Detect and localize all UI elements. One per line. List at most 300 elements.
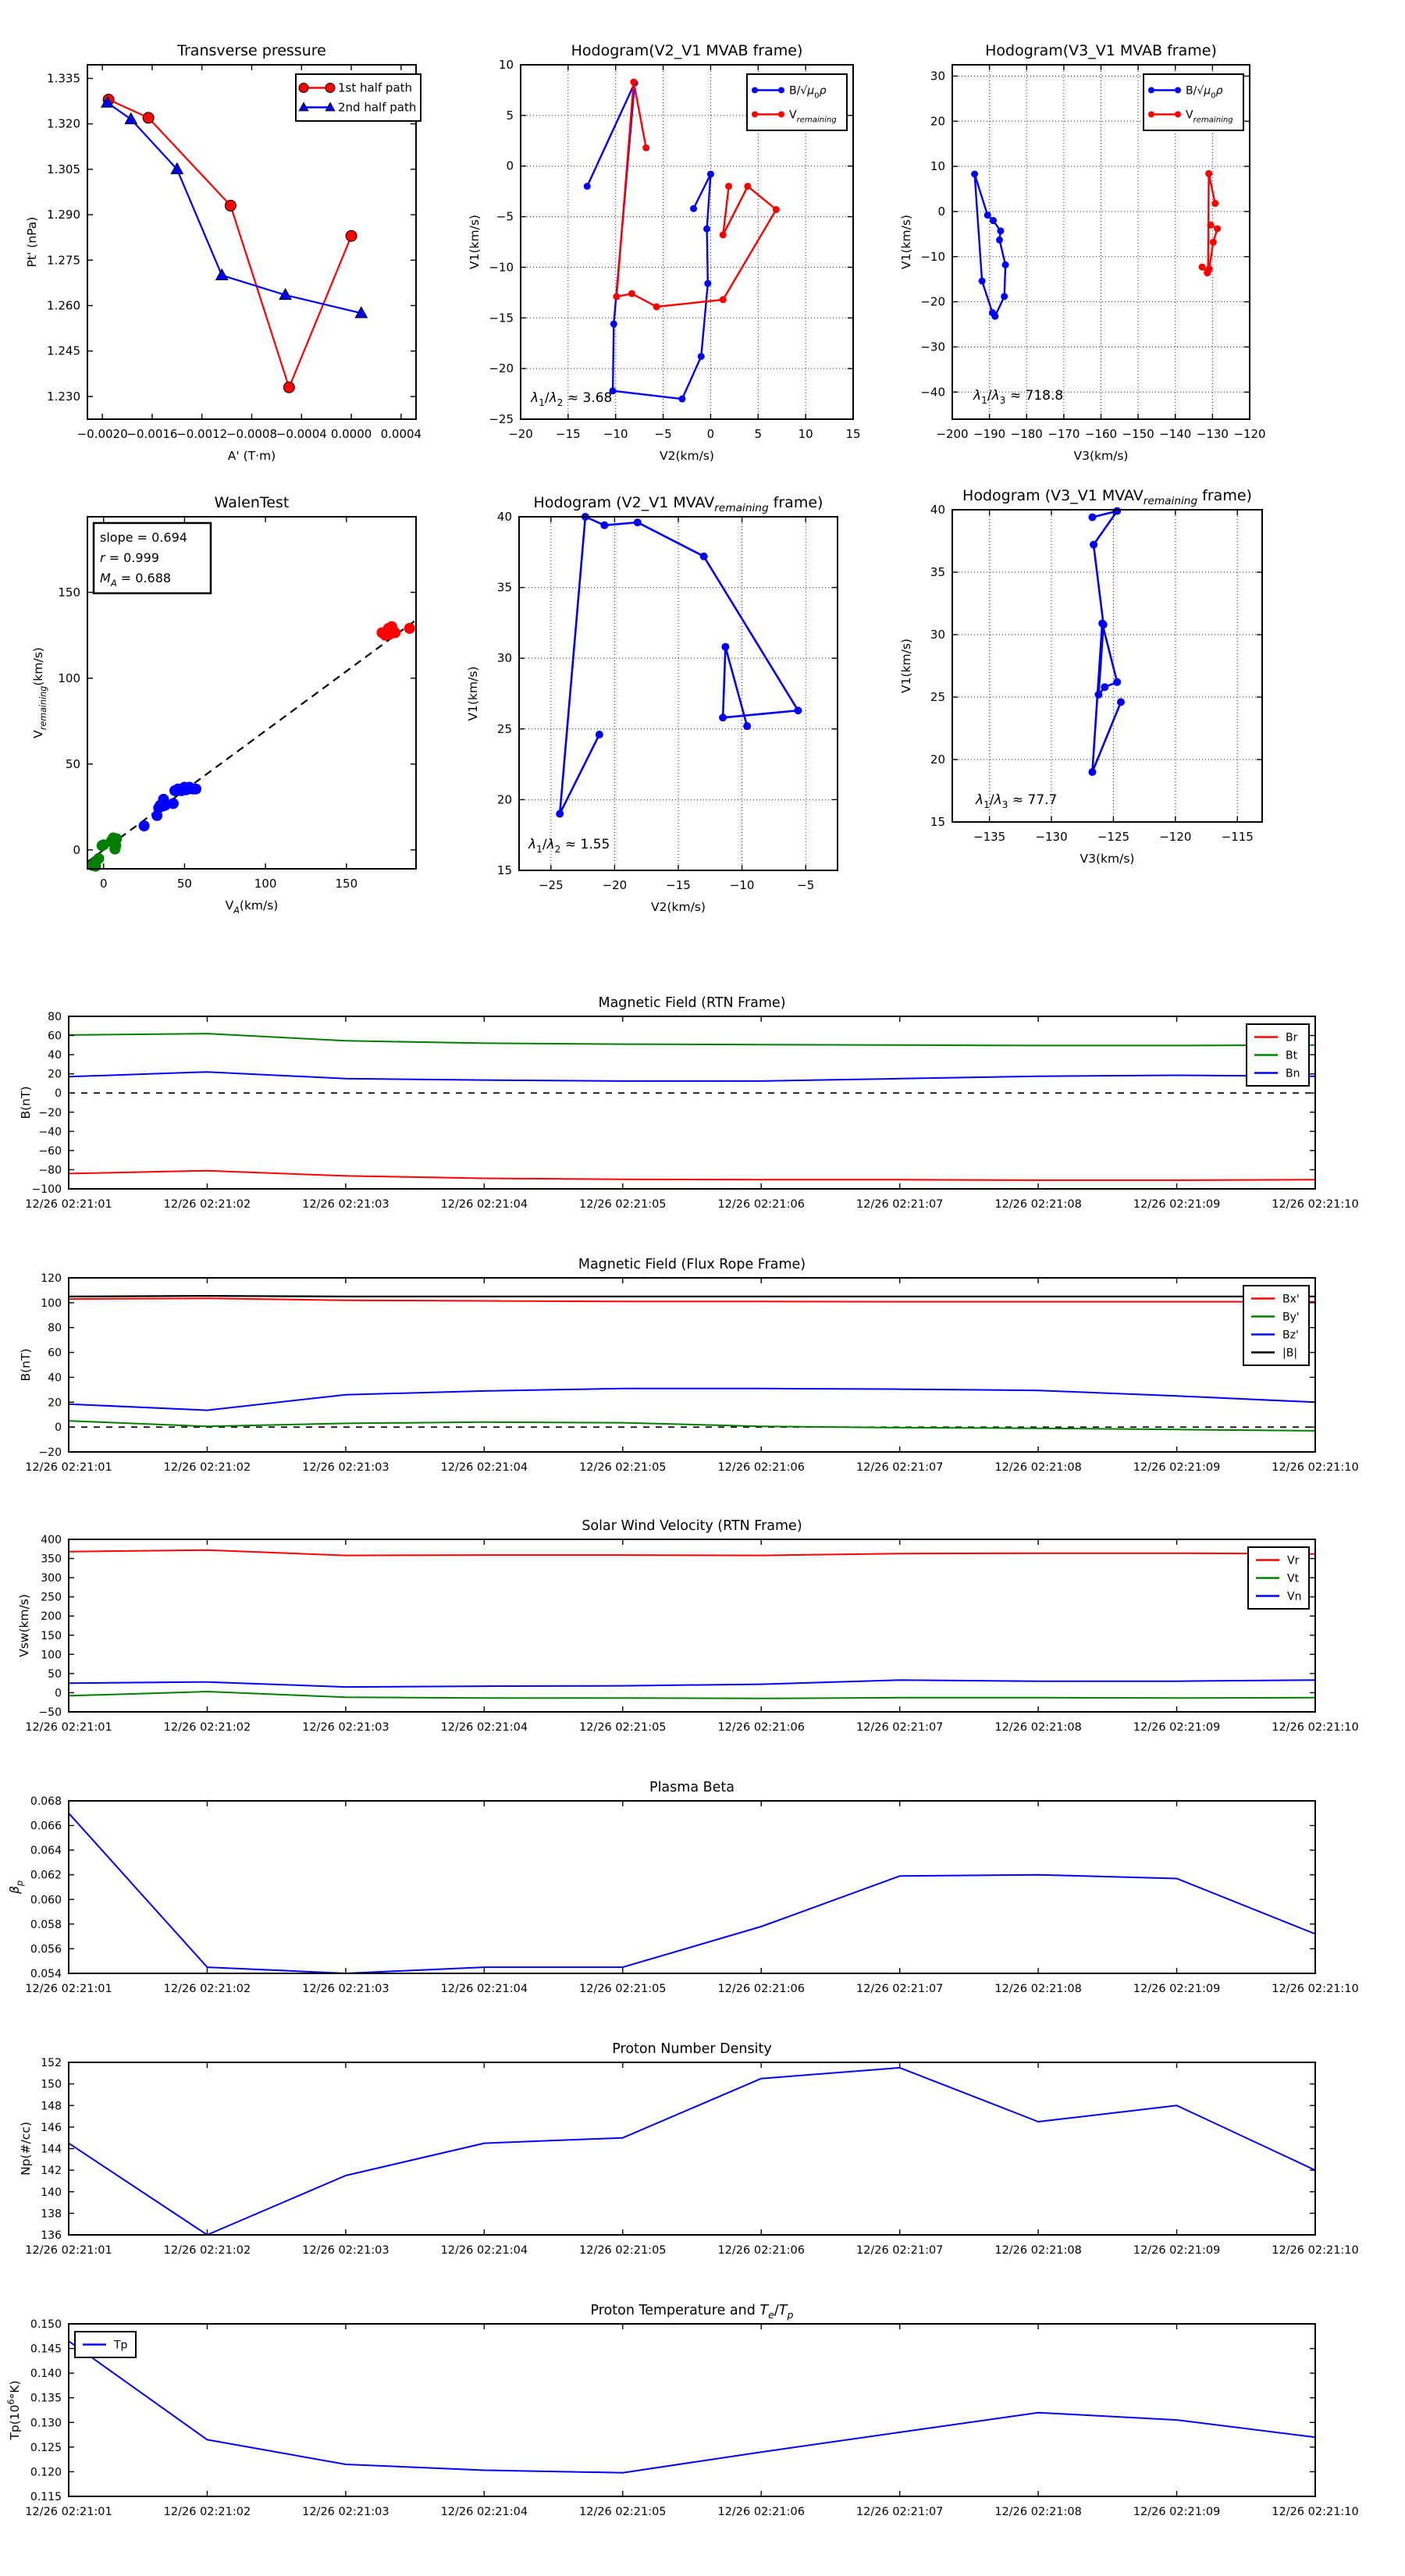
p3-xlabel: V3(km/s) xyxy=(1073,449,1129,463)
svg-text:Vr: Vr xyxy=(1287,1554,1300,1567)
svg-text:0.140: 0.140 xyxy=(30,2368,62,2381)
x-tick-labels xyxy=(25,2506,1359,2518)
svg-text:12/26 02:21:07: 12/26 02:21:07 xyxy=(855,1198,944,1211)
svg-text:−20: −20 xyxy=(508,427,533,441)
svg-text:−135: −135 xyxy=(973,830,1006,844)
svg-text:12/26 02:21:03: 12/26 02:21:03 xyxy=(302,1461,389,1474)
p2-legend xyxy=(747,74,847,130)
svg-text:−15: −15 xyxy=(556,427,581,441)
chart-magnetic-field-rtn xyxy=(19,984,1397,1218)
svg-text:0.115: 0.115 xyxy=(30,2491,62,2503)
p2-ylabel: V1(km/s) xyxy=(468,215,482,269)
svg-text:MA = 0.688: $M_A = 0.688$ xyxy=(100,571,172,589)
y-tick-labels xyxy=(930,503,945,829)
svg-text:−5: −5 xyxy=(654,427,672,441)
svg-text:Vremaining: $V_{remaining}$ xyxy=(789,109,837,125)
m6-title: Proton Temperature and $T_e/T_p$ xyxy=(590,2303,794,2321)
svg-text:Bx': Bx' xyxy=(1282,1293,1300,1306)
m5-series-Np xyxy=(69,2068,1315,2235)
svg-text:12/26 02:21:02: 12/26 02:21:02 xyxy=(163,1983,251,1995)
svg-text:12/26 02:21:08: 12/26 02:21:08 xyxy=(994,2506,1082,2518)
svg-text:−140: −140 xyxy=(1159,427,1192,441)
grid xyxy=(519,517,838,870)
svg-text:12/26 02:21:04: 12/26 02:21:04 xyxy=(440,1721,528,1734)
svg-text:B/√μ0ρ: $B/√\mu_0\rho$ xyxy=(1186,84,1223,101)
svg-text:12/26 02:21:05: 12/26 02:21:05 xyxy=(579,1983,667,1995)
p4-series-inbound xyxy=(87,832,122,871)
svg-text:40: 40 xyxy=(48,1049,62,1062)
svg-text:0.120: 0.120 xyxy=(30,2466,62,2479)
svg-text:0: 0 xyxy=(99,877,108,891)
x-tick-labels xyxy=(77,427,422,441)
svg-text:12/26 02:21:08: 12/26 02:21:08 xyxy=(994,2244,1082,2257)
svg-text:−60: −60 xyxy=(38,1144,62,1158)
y-tick-labels xyxy=(47,71,80,403)
svg-text:15: 15 xyxy=(845,427,861,441)
chart-transverse-pressure xyxy=(23,16,476,468)
svg-text:20: 20 xyxy=(48,1397,62,1410)
svg-text:100: 100 xyxy=(58,671,80,685)
svg-text:1.260: 1.260 xyxy=(47,298,80,313)
svg-text:12/26 02:21:03: 12/26 02:21:03 xyxy=(302,2244,389,2257)
y-tick-labels xyxy=(38,1272,62,1459)
svg-text:Br: Br xyxy=(1286,1031,1298,1044)
svg-text:12/26 02:21:06: 12/26 02:21:06 xyxy=(717,1721,805,1734)
svg-text:12/26 02:21:05: 12/26 02:21:05 xyxy=(579,1721,667,1734)
x-tick-labels xyxy=(508,427,860,441)
svg-text:12/26 02:21:10: 12/26 02:21:10 xyxy=(1272,1461,1359,1474)
svg-text:−120: −120 xyxy=(1159,830,1192,844)
svg-text:10: 10 xyxy=(798,427,813,441)
m3-axes xyxy=(25,1534,1359,1734)
svg-text:12/26 02:21:02: 12/26 02:21:02 xyxy=(163,1198,251,1211)
m3-series-Vt xyxy=(69,1692,1315,1699)
svg-text:0.056: 0.056 xyxy=(30,1943,62,1956)
svg-text:0: 0 xyxy=(55,1087,62,1101)
p1-ylabel: Pt' (nPa) xyxy=(25,216,39,268)
svg-text:1.275: 1.275 xyxy=(47,253,80,268)
p4-title: WalenTest xyxy=(214,494,290,511)
grid xyxy=(952,510,1262,822)
svg-text:−10: −10 xyxy=(489,260,514,275)
svg-text:Vn: Vn xyxy=(1287,1590,1302,1603)
svg-text:12/26 02:21:02: 12/26 02:21:02 xyxy=(163,2244,251,2257)
svg-text:0: 0 xyxy=(506,158,514,173)
svg-text:−150: −150 xyxy=(1122,427,1154,441)
svg-text:−20: −20 xyxy=(602,878,628,892)
p6-title: Hodogram (V3_V1 $MVAV_{remaining}$ frame) xyxy=(962,487,1252,507)
svg-text:−180: −180 xyxy=(1010,427,1043,441)
x-ticks xyxy=(69,1539,1315,1712)
y-tick-labels xyxy=(38,1534,62,1719)
p3-series-V-remaining xyxy=(1199,170,1222,276)
svg-text:1.320: 1.320 xyxy=(47,116,80,131)
p2-annotation-0: $\lambda_1/\lambda_2 \approx 3.68$ xyxy=(531,390,613,408)
svg-text:0.064: 0.064 xyxy=(30,1845,62,1858)
svg-text:100: 100 xyxy=(254,877,277,891)
svg-text:15: 15 xyxy=(496,863,512,877)
svg-text:200: 200 xyxy=(41,1610,62,1624)
y-ticks xyxy=(69,2324,1315,2496)
x-tick-labels xyxy=(25,1721,1359,1734)
y-ticks xyxy=(519,517,838,870)
svg-text:12/26 02:21:04: 12/26 02:21:04 xyxy=(440,1983,528,1995)
svg-text:12/26 02:21:05: 12/26 02:21:05 xyxy=(579,2506,667,2518)
p5-xlabel: V2(km/s) xyxy=(651,900,706,914)
p5-axes xyxy=(497,510,838,892)
m2-title: Magnetic Field (Flux Rope Frame) xyxy=(578,1257,806,1272)
svg-text:−40: −40 xyxy=(38,1126,62,1139)
svg-text:r = 0.999: r = 0.999 xyxy=(100,550,159,565)
svg-text:slope = 0.694: slope = 0.694 xyxy=(100,530,187,545)
p2-title: Hodogram(V2_V1 MVAB frame) xyxy=(571,42,803,59)
svg-text:−5: −5 xyxy=(496,209,514,224)
y-ticks xyxy=(87,592,416,850)
p1-series-1st half path xyxy=(103,94,357,393)
svg-text:Bz': Bz' xyxy=(1282,1329,1299,1342)
m1-ylabel: B(nT) xyxy=(19,1086,33,1119)
x-tick-labels xyxy=(25,1461,1359,1474)
svg-text:12/26 02:21:06: 12/26 02:21:06 xyxy=(717,1198,805,1211)
svg-text:−100: −100 xyxy=(31,1183,62,1196)
svg-text:12/26 02:21:07: 12/26 02:21:07 xyxy=(855,2244,944,2257)
svg-text:−125: −125 xyxy=(1097,830,1130,844)
y-tick-labels xyxy=(32,1011,62,1196)
svg-text:12/26 02:21:04: 12/26 02:21:04 xyxy=(440,1461,528,1474)
svg-text:1st half path: 1st half path xyxy=(338,80,413,95)
svg-text:12/26 02:21:03: 12/26 02:21:03 xyxy=(302,1721,389,1734)
svg-text:60: 60 xyxy=(48,1030,62,1043)
y-tick-labels xyxy=(30,1795,62,1980)
m1-series-Bn xyxy=(69,1072,1315,1081)
svg-text:By': By' xyxy=(1282,1311,1300,1324)
p6-series-V xyxy=(1088,507,1125,776)
svg-text:0.150: 0.150 xyxy=(30,2318,62,2331)
svg-text:0.058: 0.058 xyxy=(30,1918,62,1931)
p4-xlabel: $V_A(km/s)$ xyxy=(225,898,279,916)
svg-text:0.145: 0.145 xyxy=(30,2343,62,2356)
svg-text:12/26 02:21:10: 12/26 02:21:10 xyxy=(1272,1721,1359,1734)
svg-text:25: 25 xyxy=(496,721,512,736)
y-tick-labels xyxy=(58,585,80,857)
svg-text:1.335: 1.335 xyxy=(47,71,80,86)
svg-text:−130: −130 xyxy=(1035,830,1068,844)
svg-text:146: 146 xyxy=(41,2121,62,2134)
svg-text:40: 40 xyxy=(930,503,945,517)
y-tick-labels xyxy=(41,2057,62,2242)
p6-ylabel: V1(km/s) xyxy=(899,639,913,693)
svg-text:80: 80 xyxy=(48,1011,62,1023)
svg-text:−20: −20 xyxy=(920,294,945,309)
svg-text:−10: −10 xyxy=(729,878,755,892)
svg-text:12/26 02:21:05: 12/26 02:21:05 xyxy=(579,2244,667,2257)
svg-text:12/26 02:21:09: 12/26 02:21:09 xyxy=(1133,1198,1221,1211)
p5-series-V xyxy=(556,513,802,818)
svg-text:−0.0008: −0.0008 xyxy=(226,427,278,441)
p4-series-fit-line xyxy=(87,620,416,862)
svg-text:12/26 02:21:02: 12/26 02:21:02 xyxy=(163,2506,251,2518)
p3-annotation-0: $\lambda_1/\lambda_3 \approx 718.8$ xyxy=(973,388,1064,406)
svg-text:Bt: Bt xyxy=(1286,1049,1298,1062)
m4-ylabel: $\beta_p$ xyxy=(8,1880,25,1894)
svg-text:142: 142 xyxy=(41,2165,62,2178)
m5-ylabel: Np(#/cc) xyxy=(19,2122,33,2176)
svg-text:150: 150 xyxy=(335,877,358,891)
svg-text:−15: −15 xyxy=(489,311,514,326)
svg-text:40: 40 xyxy=(48,1372,62,1385)
svg-text:−10: −10 xyxy=(603,427,628,441)
svg-text:12/26 02:21:06: 12/26 02:21:06 xyxy=(717,1461,805,1474)
svg-text:12/26 02:21:10: 12/26 02:21:10 xyxy=(1272,2244,1359,2257)
svg-text:0.062: 0.062 xyxy=(30,1869,62,1882)
y-ticks xyxy=(952,510,1262,822)
svg-text:12/26 02:21:08: 12/26 02:21:08 xyxy=(994,1461,1082,1474)
svg-text:−200: −200 xyxy=(936,427,969,441)
y-tick-labels xyxy=(30,2318,62,2503)
m4-series-beta_p xyxy=(69,1813,1315,1973)
chart-plasma-beta xyxy=(8,1768,1397,2002)
x-tick-labels xyxy=(936,427,1265,441)
svg-text:140: 140 xyxy=(41,2186,62,2199)
svg-text:150: 150 xyxy=(41,2078,62,2091)
svg-text:0.135: 0.135 xyxy=(30,2392,62,2405)
chart-hodogram-v2v1-mvab xyxy=(468,16,921,468)
svg-text:0.060: 0.060 xyxy=(30,1894,62,1907)
svg-text:12/26 02:21:06: 12/26 02:21:06 xyxy=(717,2244,805,2257)
svg-text:12/26 02:21:01: 12/26 02:21:01 xyxy=(25,1198,112,1211)
chart-proton-temperature xyxy=(6,2291,1397,2525)
svg-text:100: 100 xyxy=(41,1297,62,1310)
svg-text:−190: −190 xyxy=(973,427,1006,441)
p6-annotation-0: $\lambda_1/\lambda_3 \approx 77.7$ xyxy=(976,792,1058,810)
p3-ylabel: V1(km/s) xyxy=(899,215,913,269)
m2-legend xyxy=(1243,1286,1309,1365)
svg-text:150: 150 xyxy=(41,1629,62,1642)
svg-text:5: 5 xyxy=(506,108,514,123)
svg-text:12/26 02:21:06: 12/26 02:21:06 xyxy=(717,1983,805,1995)
svg-text:−50: −50 xyxy=(38,1706,62,1719)
svg-text:−10: −10 xyxy=(920,249,945,264)
m4-axes xyxy=(25,1795,1359,1995)
svg-text:−80: −80 xyxy=(38,1164,62,1177)
m2-series-Bx' xyxy=(69,1298,1315,1301)
svg-text:1.290: 1.290 xyxy=(47,208,80,222)
svg-text:136: 136 xyxy=(41,2229,62,2242)
chart-hodogram-v3v1-mvab xyxy=(899,16,1385,468)
p3-series-B-alfven xyxy=(971,170,1009,319)
svg-text:120: 120 xyxy=(41,1272,62,1285)
svg-text:12/26 02:21:06: 12/26 02:21:06 xyxy=(717,2506,805,2518)
svg-text:12/26 02:21:04: 12/26 02:21:04 xyxy=(440,1198,528,1211)
svg-text:12/26 02:21:10: 12/26 02:21:10 xyxy=(1272,1198,1359,1211)
p2-xlabel: V2(km/s) xyxy=(660,449,714,463)
p1-title: Transverse pressure xyxy=(177,42,326,59)
m3-title: Solar Wind Velocity (RTN Frame) xyxy=(582,1518,802,1534)
svg-text:300: 300 xyxy=(41,1572,62,1585)
svg-text:12/26 02:21:08: 12/26 02:21:08 xyxy=(994,1983,1082,1995)
svg-text:Vt: Vt xyxy=(1287,1572,1300,1585)
chart-solar-wind-velocity xyxy=(17,1507,1397,1741)
svg-text:12/26 02:21:02: 12/26 02:21:02 xyxy=(163,1461,251,1474)
m1-series-Bt xyxy=(69,1031,1315,1045)
svg-text:Bn: Bn xyxy=(1286,1067,1300,1080)
svg-text:0: 0 xyxy=(55,1687,62,1700)
m2-series-Bz' xyxy=(69,1389,1315,1411)
svg-text:35: 35 xyxy=(496,580,512,595)
chart-hodogram-v3v1-mvav xyxy=(899,461,1385,866)
svg-text:−115: −115 xyxy=(1221,830,1254,844)
svg-text:−0.0012: −0.0012 xyxy=(176,427,228,441)
m3-series-Vn xyxy=(69,1680,1315,1687)
svg-text:12/26 02:21:01: 12/26 02:21:01 xyxy=(25,1721,112,1734)
svg-text:400: 400 xyxy=(41,1534,62,1546)
svg-text:35: 35 xyxy=(930,565,945,579)
m2-series-|B| xyxy=(69,1296,1315,1297)
m1-series-Br xyxy=(69,1171,1315,1180)
svg-text:0: 0 xyxy=(73,842,80,857)
m3-ylabel: Vsw(km/s) xyxy=(17,1594,31,1657)
svg-text:12/26 02:21:05: 12/26 02:21:05 xyxy=(579,1198,667,1211)
svg-text:0.068: 0.068 xyxy=(30,1795,62,1808)
svg-text:|B|: |B| xyxy=(1282,1347,1298,1360)
x-ticks xyxy=(69,2324,1315,2496)
svg-text:50: 50 xyxy=(48,1667,62,1681)
svg-text:152: 152 xyxy=(41,2057,62,2069)
svg-text:0: 0 xyxy=(706,427,715,441)
p3-legend xyxy=(1144,74,1243,130)
svg-text:0.0000: 0.0000 xyxy=(330,427,372,441)
svg-text:80: 80 xyxy=(48,1322,62,1335)
svg-text:−20: −20 xyxy=(38,1446,62,1459)
svg-text:150: 150 xyxy=(58,585,80,600)
svg-text:−0.0004: −0.0004 xyxy=(276,427,327,441)
svg-text:12/26 02:21:07: 12/26 02:21:07 xyxy=(855,1721,944,1734)
svg-text:−160: −160 xyxy=(1084,427,1118,441)
svg-text:12/26 02:21:09: 12/26 02:21:09 xyxy=(1133,1721,1221,1734)
y-ticks xyxy=(69,1539,1315,1712)
svg-text:12/26 02:21:10: 12/26 02:21:10 xyxy=(1272,2506,1359,2518)
p3-title: Hodogram(V3_V1 MVAB frame) xyxy=(985,42,1217,59)
svg-text:20: 20 xyxy=(930,114,945,129)
svg-text:0.130: 0.130 xyxy=(30,2417,62,2430)
svg-text:10: 10 xyxy=(498,58,514,72)
p5-annotation-0: $\lambda_1/\lambda_2 \approx 1.55$ xyxy=(528,837,610,855)
m1-legend xyxy=(1247,1024,1309,1086)
svg-text:20: 20 xyxy=(48,1068,62,1081)
svg-text:−15: −15 xyxy=(666,878,691,892)
svg-text:40: 40 xyxy=(496,510,512,524)
svg-text:50: 50 xyxy=(65,756,80,771)
m2-axes xyxy=(25,1272,1359,1474)
svg-text:20: 20 xyxy=(930,753,945,767)
m6-legend xyxy=(75,2332,136,2357)
y-ticks xyxy=(69,1016,1315,1189)
p4-series-outbound xyxy=(376,621,414,641)
svg-text:20: 20 xyxy=(496,792,512,807)
svg-text:0: 0 xyxy=(55,1421,62,1435)
svg-text:−5: −5 xyxy=(797,878,815,892)
svg-text:30: 30 xyxy=(496,651,512,666)
svg-text:−0.0020: −0.0020 xyxy=(76,427,128,441)
svg-text:144: 144 xyxy=(41,2143,62,2156)
m3-legend xyxy=(1248,1547,1309,1609)
m3-series-Vr xyxy=(69,1550,1315,1556)
p1-xlabel: A' (T·m) xyxy=(227,449,276,463)
m5-title: Proton Number Density xyxy=(612,2041,772,2057)
svg-text:12/26 02:21:02: 12/26 02:21:02 xyxy=(163,1721,251,1734)
svg-text:12/26 02:21:09: 12/26 02:21:09 xyxy=(1133,1983,1221,1995)
m6-ylabel: $Tp(10^6^\circ K)$ xyxy=(6,2380,22,2440)
svg-text:30: 30 xyxy=(930,69,945,84)
svg-text:12/26 02:21:04: 12/26 02:21:04 xyxy=(440,2244,528,2257)
svg-text:12/26 02:21:07: 12/26 02:21:07 xyxy=(855,1461,944,1474)
svg-text:0.0004: 0.0004 xyxy=(380,427,422,441)
svg-text:−20: −20 xyxy=(38,1106,62,1119)
svg-text:2nd half path: 2nd half path xyxy=(338,100,417,115)
x-tick-labels xyxy=(25,2244,1359,2257)
m1-title: Magnetic Field (RTN Frame) xyxy=(598,995,786,1011)
svg-text:250: 250 xyxy=(41,1591,62,1604)
p4-stats-box xyxy=(94,523,211,593)
svg-text:12/26 02:21:04: 12/26 02:21:04 xyxy=(440,2506,528,2518)
p5-ylabel: V1(km/s) xyxy=(466,666,480,721)
svg-text:25: 25 xyxy=(930,690,945,704)
svg-text:148: 148 xyxy=(41,2100,62,2113)
x-tick-labels xyxy=(25,1983,1359,1995)
svg-text:1.245: 1.245 xyxy=(47,343,80,358)
svg-text:15: 15 xyxy=(930,815,945,829)
svg-text:12/26 02:21:08: 12/26 02:21:08 xyxy=(994,1198,1082,1211)
svg-text:5: 5 xyxy=(754,427,763,441)
p4-ylabel: $V_{remaining}(km/s)$ xyxy=(31,647,48,738)
svg-text:1.305: 1.305 xyxy=(47,162,80,176)
svg-text:12/26 02:21:10: 12/26 02:21:10 xyxy=(1272,1983,1359,1995)
svg-text:12/26 02:21:09: 12/26 02:21:09 xyxy=(1133,2244,1221,2257)
svg-text:−0.0016: −0.0016 xyxy=(126,427,178,441)
svg-text:−25: −25 xyxy=(489,412,514,426)
svg-text:Vremaining: $V_{remaining}$ xyxy=(1186,109,1233,125)
y-tick-labels xyxy=(920,69,945,399)
x-tick-labels xyxy=(25,1198,1359,1211)
y-tick-labels xyxy=(489,58,514,426)
chart-walen-test xyxy=(23,461,476,916)
svg-text:60: 60 xyxy=(48,1347,62,1360)
svg-text:12/26 02:21:01: 12/26 02:21:01 xyxy=(25,2244,112,2257)
svg-text:12/26 02:21:01: 12/26 02:21:01 xyxy=(25,1983,112,1995)
svg-text:12/26 02:21:01: 12/26 02:21:01 xyxy=(25,1461,112,1474)
svg-text:−25: −25 xyxy=(538,878,564,892)
svg-text:0.125: 0.125 xyxy=(30,2441,62,2454)
svg-text:Tp: Tp xyxy=(114,2339,128,2352)
svg-text:12/26 02:21:03: 12/26 02:21:03 xyxy=(302,2506,389,2518)
svg-text:10: 10 xyxy=(930,159,945,174)
svg-text:−20: −20 xyxy=(489,361,514,376)
p5-title: Hodogram (V2_V1 $MVAV_{remaining}$ frame) xyxy=(533,494,823,514)
p6-xlabel: V3(km/s) xyxy=(1080,852,1135,866)
svg-text:−130: −130 xyxy=(1196,427,1229,441)
svg-text:−40: −40 xyxy=(920,385,945,400)
p4-series-mid xyxy=(139,782,201,832)
svg-text:50: 50 xyxy=(176,877,192,891)
x-ticks xyxy=(69,2062,1315,2235)
y-tick-labels xyxy=(497,510,512,877)
svg-text:−170: −170 xyxy=(1048,427,1080,441)
x-tick-labels xyxy=(100,877,357,891)
p2-series-B-alfven xyxy=(584,80,714,403)
svg-text:138: 138 xyxy=(41,2208,62,2221)
svg-text:−30: −30 xyxy=(920,340,945,354)
y-ticks xyxy=(69,2062,1315,2235)
